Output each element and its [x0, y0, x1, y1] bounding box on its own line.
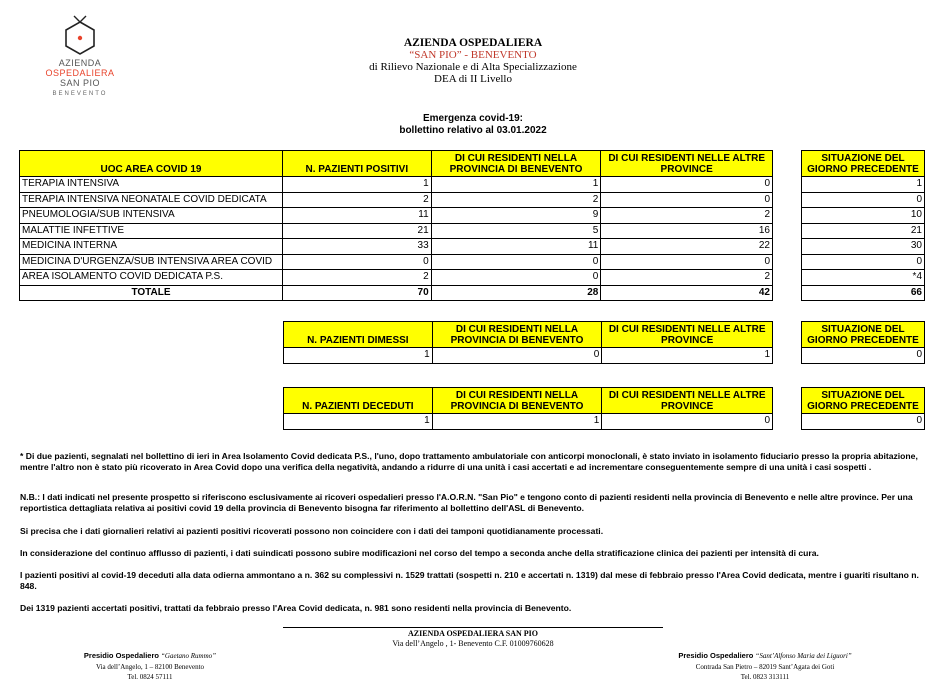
prev-total: 66: [802, 285, 925, 301]
table-row: [20, 223, 773, 239]
note-modifications: [20, 548, 925, 559]
footer-center: [0, 629, 946, 649]
row-residents-bn: 0: [431, 270, 601, 286]
row-residents-bn: 2: [431, 192, 601, 208]
table-row: [20, 208, 773, 224]
note-deceased-total: [20, 570, 925, 591]
header-deceased-previous: SITUAZIONE DEL GIORNO PRECEDENTE: [802, 388, 925, 414]
table-row: [20, 270, 773, 286]
deceased-total: 1: [284, 414, 433, 430]
row-residents-other: 0: [601, 192, 773, 208]
main-table-header-row: [20, 151, 773, 177]
header-deceased-other: DI CUI RESIDENTI NELLE ALTRE PROVINCE: [602, 388, 773, 414]
prev-value: 0: [802, 192, 925, 208]
row-name: TERAPIA INTENSIVA NEONATALE COVID DEDICATA: [20, 192, 283, 208]
footer-left-address: Via dell’Angelo, 1 – 82100 Benevento: [95, 662, 205, 671]
prev-value: 10: [802, 208, 925, 224]
total-positive: 70: [282, 285, 431, 301]
footer-right-name: “Sant’Alfonso Maria dei Liguori”: [755, 652, 852, 660]
total-label: TOTALE: [20, 285, 283, 301]
note-text: Si precisa che i dati giornalieri relativi ai pazienti positivi ricoverati possono non coincidere con i dati dei tamponi quotidianamente processati.: [20, 526, 604, 536]
table-row: [20, 254, 773, 270]
footer-left-tel: Tel. 0824 57111: [127, 673, 173, 681]
row-residents-other: 0: [601, 254, 773, 270]
deceased-table: [283, 387, 773, 430]
row-name: PNEUMOLOGIA/SUB INTENSIVA: [20, 208, 283, 224]
bulletin-line-1: Emergenza covid-19:: [422, 113, 524, 124]
note-daily-data: [20, 526, 925, 537]
total-residents-bn: 28: [431, 285, 601, 301]
header-positive: N. PAZIENTI POSITIVI: [282, 151, 431, 177]
footer-right-prefix: Presidio Ospedaliero: [678, 651, 756, 660]
footer-center-address: Via dell’Angelo , 1- Benevento C.F. 01009760628: [392, 639, 554, 648]
header-residents-other: DI CUI RESIDENTI NELLE ALTRE PROVINCE: [601, 151, 773, 177]
main-table: [19, 150, 773, 301]
row-name: AREA ISOLAMENTO COVID DEDICATA P.S.: [20, 270, 283, 286]
total-residents-other: 42: [601, 285, 773, 301]
note-text: Dei 1319 pazienti accertati positivi, trattati da febbraio presso l'Area Covid dedicata, n. 981 sono residenti nella provincia di Benevento.: [20, 603, 572, 613]
logo-line-2: OSPEDALIERA: [45, 68, 115, 78]
row-positive: 0: [282, 254, 431, 270]
footer-right-address: Contrada San Pietro – 82019 Sant’Agata dei Goti: [695, 662, 835, 671]
prev-value: 1: [802, 177, 925, 193]
row-positive: 2: [282, 270, 431, 286]
row-residents-bn: 5: [431, 223, 601, 239]
header-discharged-bn: DI CUI RESIDENTI NELLA PROVINCIA DI BENEVENTO: [432, 322, 602, 348]
discharged-total: 1: [284, 348, 433, 364]
row-residents-other: 16: [601, 223, 773, 239]
note-nb: [20, 492, 925, 513]
previous-day-table: [801, 150, 925, 301]
row-residents-bn: 11: [431, 239, 601, 255]
deceased-prev-value: 0: [802, 414, 925, 430]
header-discharged: N. PAZIENTI DIMESSI: [284, 322, 433, 348]
note-text: N.B.: I dati indicati nel presente prospetto si riferiscono esclusivamente ai ricoveri ospedalieri presso l'A.O.R.N. "San Pio" e tengono conto di pazienti residenti nella provincia di Benevento e nelle altre province. Per una reportistica dettagliata relativa ai positivi covid 19 della provincia di Benevento bisogna far riferimento al bollettino dell'ASL di Benevento.: [20, 492, 913, 513]
footer-left-prefix: Presidio Ospedaliero: [83, 651, 162, 660]
header-discharged-previous: SITUAZIONE DEL GIORNO PRECEDENTE: [802, 322, 925, 348]
footer-left-name: “Gaetano Rummo”: [161, 652, 217, 660]
row-positive: 2: [282, 192, 431, 208]
discharged-prev-value: 0: [802, 348, 925, 364]
footer-divider: [283, 627, 663, 628]
row-residents-bn: 9: [431, 208, 601, 224]
header-title: AZIENDA OSPEDALIERA: [403, 37, 543, 49]
bulletin-line-2: bollettino relativo al 03.01.2022: [399, 125, 547, 136]
prev-value: 0: [802, 254, 925, 270]
bulletin-title: [0, 113, 946, 137]
deceased-previous-table: [801, 387, 925, 430]
row-positive: 1: [282, 177, 431, 193]
table-row: [20, 192, 773, 208]
footer-right-tel: Tel. 0823 313111: [740, 673, 790, 681]
document-header: [0, 37, 946, 85]
deceased-bn: 1: [432, 414, 602, 430]
logo-line-3: SAN PIO: [59, 78, 100, 88]
logo-line-4: BENEVENTO: [52, 91, 108, 97]
discharged-other: 1: [602, 348, 773, 364]
prev-value: *4: [802, 270, 925, 286]
header-residents-bn: DI CUI RESIDENTI NELLA PROVINCIA DI BENEVENTO: [431, 151, 601, 177]
row-positive: 33: [282, 239, 431, 255]
discharged-previous-table: [801, 321, 925, 364]
row-residents-bn: 1: [431, 177, 601, 193]
note-text: In considerazione del continuo afflusso di pazienti, i dati suindicati possono subire modificazioni nel corso del tempo a seconda anche della stratificazione clinica dei pazienti per intensità di cura.: [20, 548, 819, 558]
header-line-4: DEA di II Livello: [434, 73, 512, 85]
row-name: MEDICINA D'URGENZA/SUB INTENSIVA AREA COVID: [20, 254, 283, 270]
header-deceased-bn: DI CUI RESIDENTI NELLA PROVINCIA DI BENEVENTO: [432, 388, 602, 414]
discharged-bn: 0: [432, 348, 602, 364]
row-name: TERAPIA INTENSIVA: [20, 177, 283, 193]
header-discharged-other: DI CUI RESIDENTI NELLE ALTRE PROVINCE: [602, 322, 773, 348]
footer-left: [70, 651, 230, 683]
footer-right: [650, 651, 880, 683]
header-deceased: N. PAZIENTI DECEDUTI: [284, 388, 433, 414]
table-row: [20, 239, 773, 255]
header-uoc: UOC AREA COVID 19: [20, 151, 283, 177]
row-residents-other: 2: [601, 270, 773, 286]
row-positive: 21: [282, 223, 431, 239]
row-residents-bn: 0: [431, 254, 601, 270]
note-asterisk: [20, 451, 925, 472]
note-text: I pazienti positivi al covid-19 deceduti alla data odierna ammontano a n. 362 su complessivi n. 1529 trattati (sospetti n. 210 e accertati n. 1319) dal mese di febbraio presso l'Area Covid dedicata, mentre i guariti risultano n. 848.: [20, 570, 919, 591]
row-residents-other: 0: [601, 177, 773, 193]
row-residents-other: 22: [601, 239, 773, 255]
table-row: [20, 177, 773, 193]
logo-line-1: AZIENDA: [58, 58, 102, 68]
row-positive: 11: [282, 208, 431, 224]
note-text: * Di due pazienti, segnalati nel bollettino di ieri in Area Isolamento Covid dedicata P.S., l'uno, dopo trattamento ambulatoriale con anticorpi monoclonali, è stato inviato in isolamento fiduciario presso la propria abitazione, mentre l'altro non è stato più ricoverato in Area Covid dopo una verifica della negatività, andando a ridurre di una unità i casi accertati e ad incrementare conseguentemente sempre di una unità i casi sospetti .: [20, 451, 918, 472]
row-name: MEDICINA INTERNA: [20, 239, 283, 255]
prev-value: 30: [802, 239, 925, 255]
note-residents: [20, 603, 925, 614]
deceased-other: 0: [602, 414, 773, 430]
header-subtitle: “SAN PIO” - BENEVENTO: [409, 49, 537, 61]
prev-value: 21: [802, 223, 925, 239]
header-previous-day: SITUAZIONE DEL GIORNO PRECEDENTE: [802, 151, 925, 177]
row-residents-other: 2: [601, 208, 773, 224]
discharged-table: [283, 321, 773, 364]
row-name: MALATTIE INFETTIVE: [20, 223, 283, 239]
footer-center-title: AZIENDA OSPEDALIERA SAN PIO: [407, 629, 539, 638]
header-line-3: di Rilievo Nazionale e di Alta Specializzazione: [369, 61, 577, 73]
total-row: [20, 285, 773, 301]
